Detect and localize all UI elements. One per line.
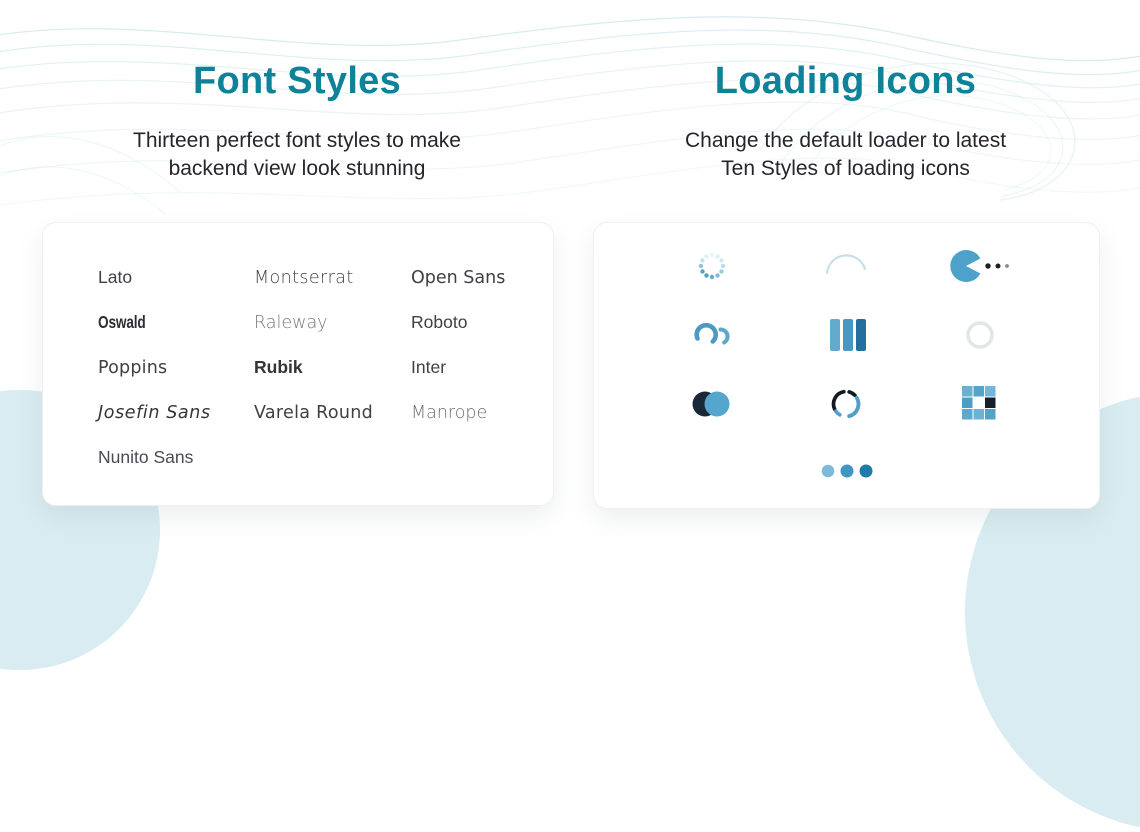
loader-icon-pacman-loader bbox=[913, 231, 1047, 300]
loader-icon-ring-loader bbox=[913, 300, 1047, 369]
font-styles-title: Font Styles bbox=[192, 60, 402, 102]
font-sample-varela-round: Varela Round bbox=[254, 402, 374, 423]
loader-icon-dotted-ring-spinner bbox=[645, 231, 779, 300]
font-sample-lato: Lato bbox=[98, 267, 133, 287]
font-sample-oswald: Oswald bbox=[98, 312, 146, 332]
font-sample-raleway: Raleway bbox=[254, 312, 328, 333]
loading-icons-subtitle: Change the default loader to latest Ten Styles of loading icons bbox=[684, 129, 1007, 180]
font-sample-nunito-sans: Nunito Sans bbox=[98, 447, 194, 467]
font-styles-card bbox=[42, 222, 554, 506]
loader-icon-dual-balls-loader bbox=[645, 369, 779, 438]
loader-icon-three-dots-loader bbox=[820, 463, 874, 484]
font-styles-section-header bbox=[42, 60, 552, 183]
font-styles-subtitle: Thirteen perfect font styles to make backend view look stunning bbox=[133, 129, 461, 180]
font-sample-montserrat: Montserrat bbox=[254, 267, 354, 288]
loader-icon-grid-squares-loader bbox=[913, 369, 1047, 438]
font-sample-josefin-sans: Josefin Sans bbox=[98, 402, 211, 423]
font-sample-roboto: Roboto bbox=[411, 312, 468, 332]
font-sample-manrope: Manrope bbox=[411, 402, 488, 423]
font-sample-inter: Inter bbox=[411, 357, 447, 377]
loading-icons-card bbox=[593, 222, 1100, 509]
loading-icons-title: Loading Icons bbox=[714, 60, 977, 102]
loader-icon-comet-arcs-loader bbox=[645, 300, 779, 369]
loader-grid bbox=[594, 223, 1099, 438]
loading-icons-section-header bbox=[593, 60, 1098, 183]
loader-icon-broken-ring-loader bbox=[779, 369, 913, 438]
font-sample-poppins: Poppins bbox=[98, 357, 168, 378]
font-grid bbox=[43, 223, 553, 480]
loader-icon-arc-spinner bbox=[779, 231, 913, 300]
loader-icon-bars-loader bbox=[779, 300, 913, 369]
font-sample-open-sans: Open Sans bbox=[411, 267, 506, 288]
font-sample-rubik: Rubik bbox=[254, 357, 303, 377]
